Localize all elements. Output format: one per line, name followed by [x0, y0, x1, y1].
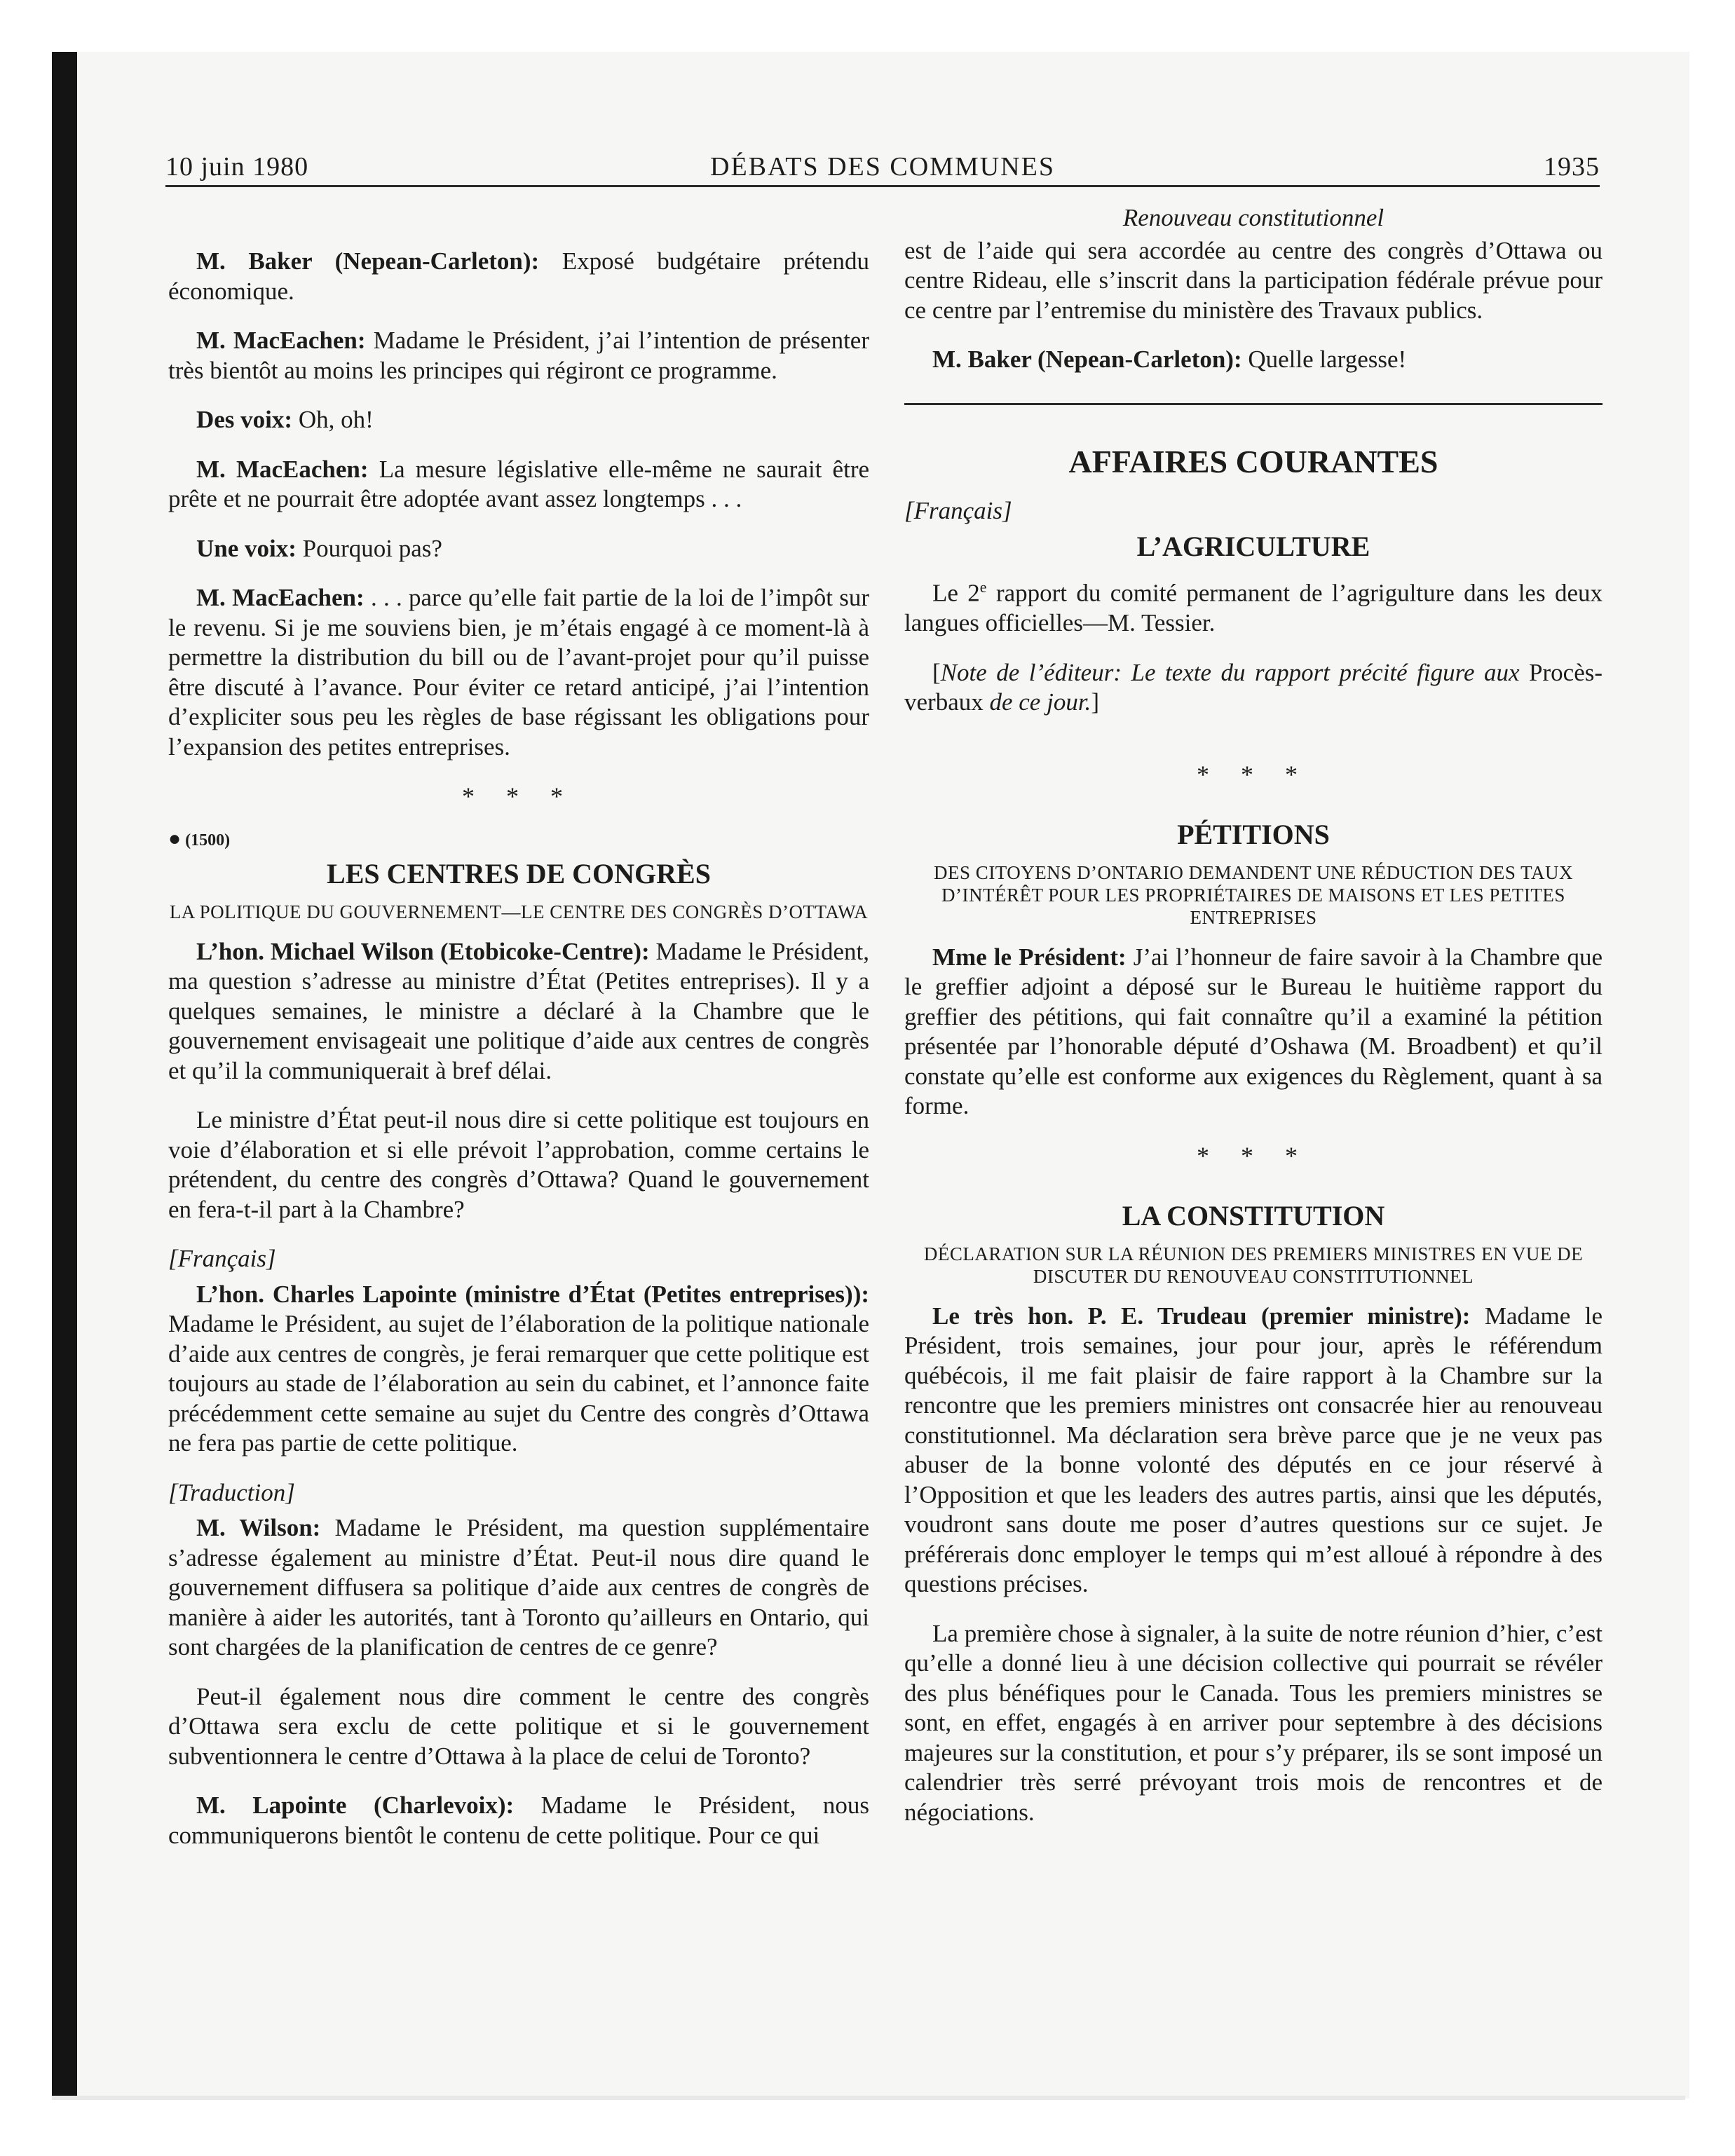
- section-separator-stars: * * *: [462, 782, 576, 810]
- speech-paragraph: [904, 943, 1603, 1121]
- speech-text: Exposé budgétaire prétendu économique.: [168, 247, 869, 305]
- section-title: PÉTITIONS: [1177, 819, 1330, 851]
- speech-text: Madame le Président, ma question supplémentaire s’adresse également au ministre d’État. Peut-il nous dire quand le gouvernement diffusera sa politique d’aide aux centres de congrès de manière à aider les autorités, tant à Toronto qu’ailleurs en Ontario, qui sont chargées de la planification de centres de ce genre?: [168, 1514, 869, 1660]
- language-marker: [Français]: [904, 497, 1012, 524]
- speech-text: Oh, oh!: [292, 406, 374, 433]
- report-text: Le 2: [932, 579, 980, 607]
- speech-paragraph: [168, 405, 869, 435]
- header-title: DÉBATS DES COMMUNES: [710, 152, 1055, 182]
- major-section-title: AFFAIRES COURANTES: [1068, 443, 1438, 479]
- left-column: [168, 203, 869, 1870]
- superscript: e: [979, 578, 987, 596]
- speaker-name: Une voix:: [196, 534, 297, 562]
- speech-paragraph: est de l’aide qui sera accordée au centre des congrès d’Ottawa ou centre Rideau, elle s’inscrit dans la participation fédérale prévue pour ce centre par l’entremise du ministère des Travaux publics.: [904, 236, 1603, 324]
- speech-text: Madame le Président, j’ai l’intention de présenter très bientôt au moins les principes qui régiront ce programme.: [168, 327, 869, 384]
- speech-paragraph: [168, 247, 869, 306]
- note-text: Procès-verbaux: [904, 658, 1603, 716]
- speech-text: Madame le Président, ma question s’adresse au ministre d’État (Petites entreprises). Il y a quelques semaines, le ministre a déclaré à la Chambre que le gouvernement envisageait une politique d’aide aux centres de congrès et qu’il la communiquerait à bref délai.: [168, 937, 869, 1084]
- bullet-dot-icon: ●: [168, 826, 182, 850]
- speaker-name: M. Wilson:: [196, 1514, 321, 1541]
- page-number: 1935: [1544, 152, 1600, 182]
- speaker-name: M. MacEachen:: [196, 584, 365, 611]
- speech-text: Madame le Président, trois semaines, jour pour jour, après le référendum québécois, il me fait plaisir de faire rapport à la Chambre sur la rencontre que les premiers ministres ont consacrée hier au renouveau constitutionnel. Ma déclaration sera brève parce que je ne veux pas abuser de la bonne volonté des députés en ce jour réservé à l’Opposition et que les leaders des autres partis, ainsi que les députés, voudront sans doute me poser d’autres questions sur ce sujet. Je préférerais donc employer le temps qui m’est alloué à répondre à des questions précises.: [904, 1302, 1603, 1598]
- language-marker: [Français]: [168, 1245, 276, 1272]
- speaker-name: Le très hon. P. E. Trudeau (premier ministre):: [932, 1302, 1471, 1330]
- section-separator-stars: * * *: [1197, 1141, 1310, 1170]
- header-date: 10 juin 1980: [165, 152, 309, 182]
- scan-bottom-edge: [52, 2096, 1685, 2100]
- speech-paragraph: [168, 326, 869, 386]
- speaker-name: Des voix:: [196, 406, 293, 433]
- speaker-name: M. Baker (Nepean-Carleton):: [932, 346, 1242, 373]
- section-subtitle: DÉCLARATION SUR LA RÉUNION DES PREMIERS MINISTRES EN VUE DE DISCUTER DU RENOUVEAU CONSTITUTIONNEL: [923, 1243, 1584, 1287]
- speech-text: J’ai l’honneur de faire savoir à la Chambre que le greffier adjoint a déposé sur le Bureau le huitième rapport du greffier des pétitions, qui fait connaître qu’il a examiné la pétition présentée par l’honorable député d’Oshawa (M. Broadbent) et qu’il constate qu’elle est conforme aux exigences du Règlement, quant à sa forme.: [904, 943, 1603, 1120]
- speech-text: La mesure législative elle-même ne saurait être prête et ne pourrait être adoptée avant assez longtemps . . .: [168, 455, 870, 512]
- speech-paragraph: [168, 1280, 869, 1459]
- speech-paragraph: [904, 1302, 1603, 1599]
- speech-paragraph: [168, 583, 869, 762]
- editor-note: [904, 658, 1603, 718]
- speaker-name: L’hon. Charles Lapointe (ministre d’État (Petites entreprises)):: [196, 1280, 869, 1308]
- speech-text: . . . parce qu’elle fait partie de la loi de l’impôt sur le revenu. Si je me souviens bien, je m’étais engagé à ce moment-là à permettre la distribution du bill ou de l’avant-projet pour qu’il puisse être discuté à l’avance. Pour éviter ce retard anticipé, j’ai l’intention d’expliciter sous peu les règles de base régissant les obligations pour l’expansion des petites entreprises.: [168, 584, 869, 760]
- speech-paragraph: Peut-il également nous dire comment le centre des congrès d’Ottawa sera exclu de cette politique et si le gouvernement subventionnera le centre d’Ottawa à la place de celui de Toronto?: [168, 1682, 869, 1770]
- section-title: LES CENTRES DE CONGRÈS: [327, 858, 711, 889]
- speech-paragraph: [168, 937, 869, 1086]
- speaker-name: Mme le Président:: [932, 943, 1127, 971]
- section-divider-rule: [904, 403, 1603, 405]
- note-bracket: ]: [1091, 688, 1099, 716]
- speech-text: Pourquoi pas?: [296, 534, 442, 562]
- note-bracket: [: [932, 658, 941, 686]
- language-marker: [Traduction]: [168, 1478, 295, 1506]
- section-title: L’AGRICULTURE: [1136, 530, 1370, 562]
- speaker-name: M. Lapointe (Charlevoix):: [196, 1792, 515, 1819]
- speech-paragraph: [168, 534, 869, 564]
- report-paragraph: [904, 573, 1603, 639]
- right-column: [904, 203, 1603, 1847]
- page-header: [165, 147, 1600, 187]
- running-head: Renouveau constitutionnel: [1122, 204, 1384, 231]
- speaker-name: M. Baker (Nepean-Carleton):: [196, 247, 540, 275]
- scan-edge-bar: [52, 52, 77, 2099]
- speaker-name: L’hon. Michael Wilson (Etobicoke-Centre):: [196, 937, 650, 965]
- note-text: de ce jour.: [989, 688, 1091, 716]
- speech-paragraph: [168, 1791, 869, 1850]
- speech-text: Quelle largesse!: [1241, 346, 1407, 373]
- speaker-name: M. MacEachen:: [196, 455, 369, 483]
- speaker-name: M. MacEachen:: [196, 327, 366, 354]
- section-subtitle: DES CITOYENS D’ONTARIO DEMANDENT UNE RÉDUCTION DES TAUX D’INTÉRÊT POUR LES PROPRIÉTAIRES DE MAISONS ET LES PETITES ENTREPRISES: [934, 861, 1573, 928]
- report-text: rapport du comité permanent de l’agrigulture dans les deux langues officielles—M. Tessier.: [904, 579, 1603, 637]
- section-title: LA CONSTITUTION: [1122, 1200, 1385, 1232]
- speech-paragraph: Le ministre d’État peut-il nous dire si cette politique est toujours en voie d’élaboration et si elle prévoit l’approbation, comme certains le prétendent, du centre des congrès d’Ottawa? Quand le gouvernement en fera-t-il part à la Chambre?: [168, 1106, 869, 1223]
- note-text: Note de l’éditeur: Le texte du rapport précité figure aux: [940, 658, 1520, 686]
- section-subtitle: LA POLITIQUE DU GOUVERNEMENT—LE CENTRE DES CONGRÈS D’OTTAWA: [169, 901, 869, 922]
- section-separator-stars: * * *: [1197, 760, 1310, 789]
- time-marker-label: (1500): [185, 831, 231, 850]
- speech-paragraph: [168, 1513, 869, 1663]
- speech-text: Madame le Président, nous communiquerons bientôt le contenu de cette politique. Pour ce qui: [168, 1792, 869, 1849]
- time-marker: [168, 824, 869, 856]
- speech-paragraph: [168, 455, 869, 514]
- speech-paragraph: La première chose à signaler, à la suite de notre réunion d’hier, c’est qu’elle a donné lieu à une décision collective qui pourrait se révéler des plus bénéfiques pour le Canada. Tous les premiers ministres se sont, en effet, engagés à en arriver pour septembre à des décisions majeures sur la constitution, et pour s’y préparer, ils se sont imposé un calendrier très serré prévoyant trois mois de rencontres et de négociations.: [904, 1619, 1603, 1826]
- speech-paragraph: [904, 345, 1603, 375]
- speech-text: Madame le Président, au sujet de l’élaboration de la politique nationale d’aide aux centres de congrès, je ferai remarquer que cette politique est toujours au stade de l’élaboration au sein du cabinet, et l’annonce faite précédemment cette semaine au sujet du Centre des congrès d’Ottawa ne fera pas partie de cette politique.: [168, 1310, 869, 1456]
